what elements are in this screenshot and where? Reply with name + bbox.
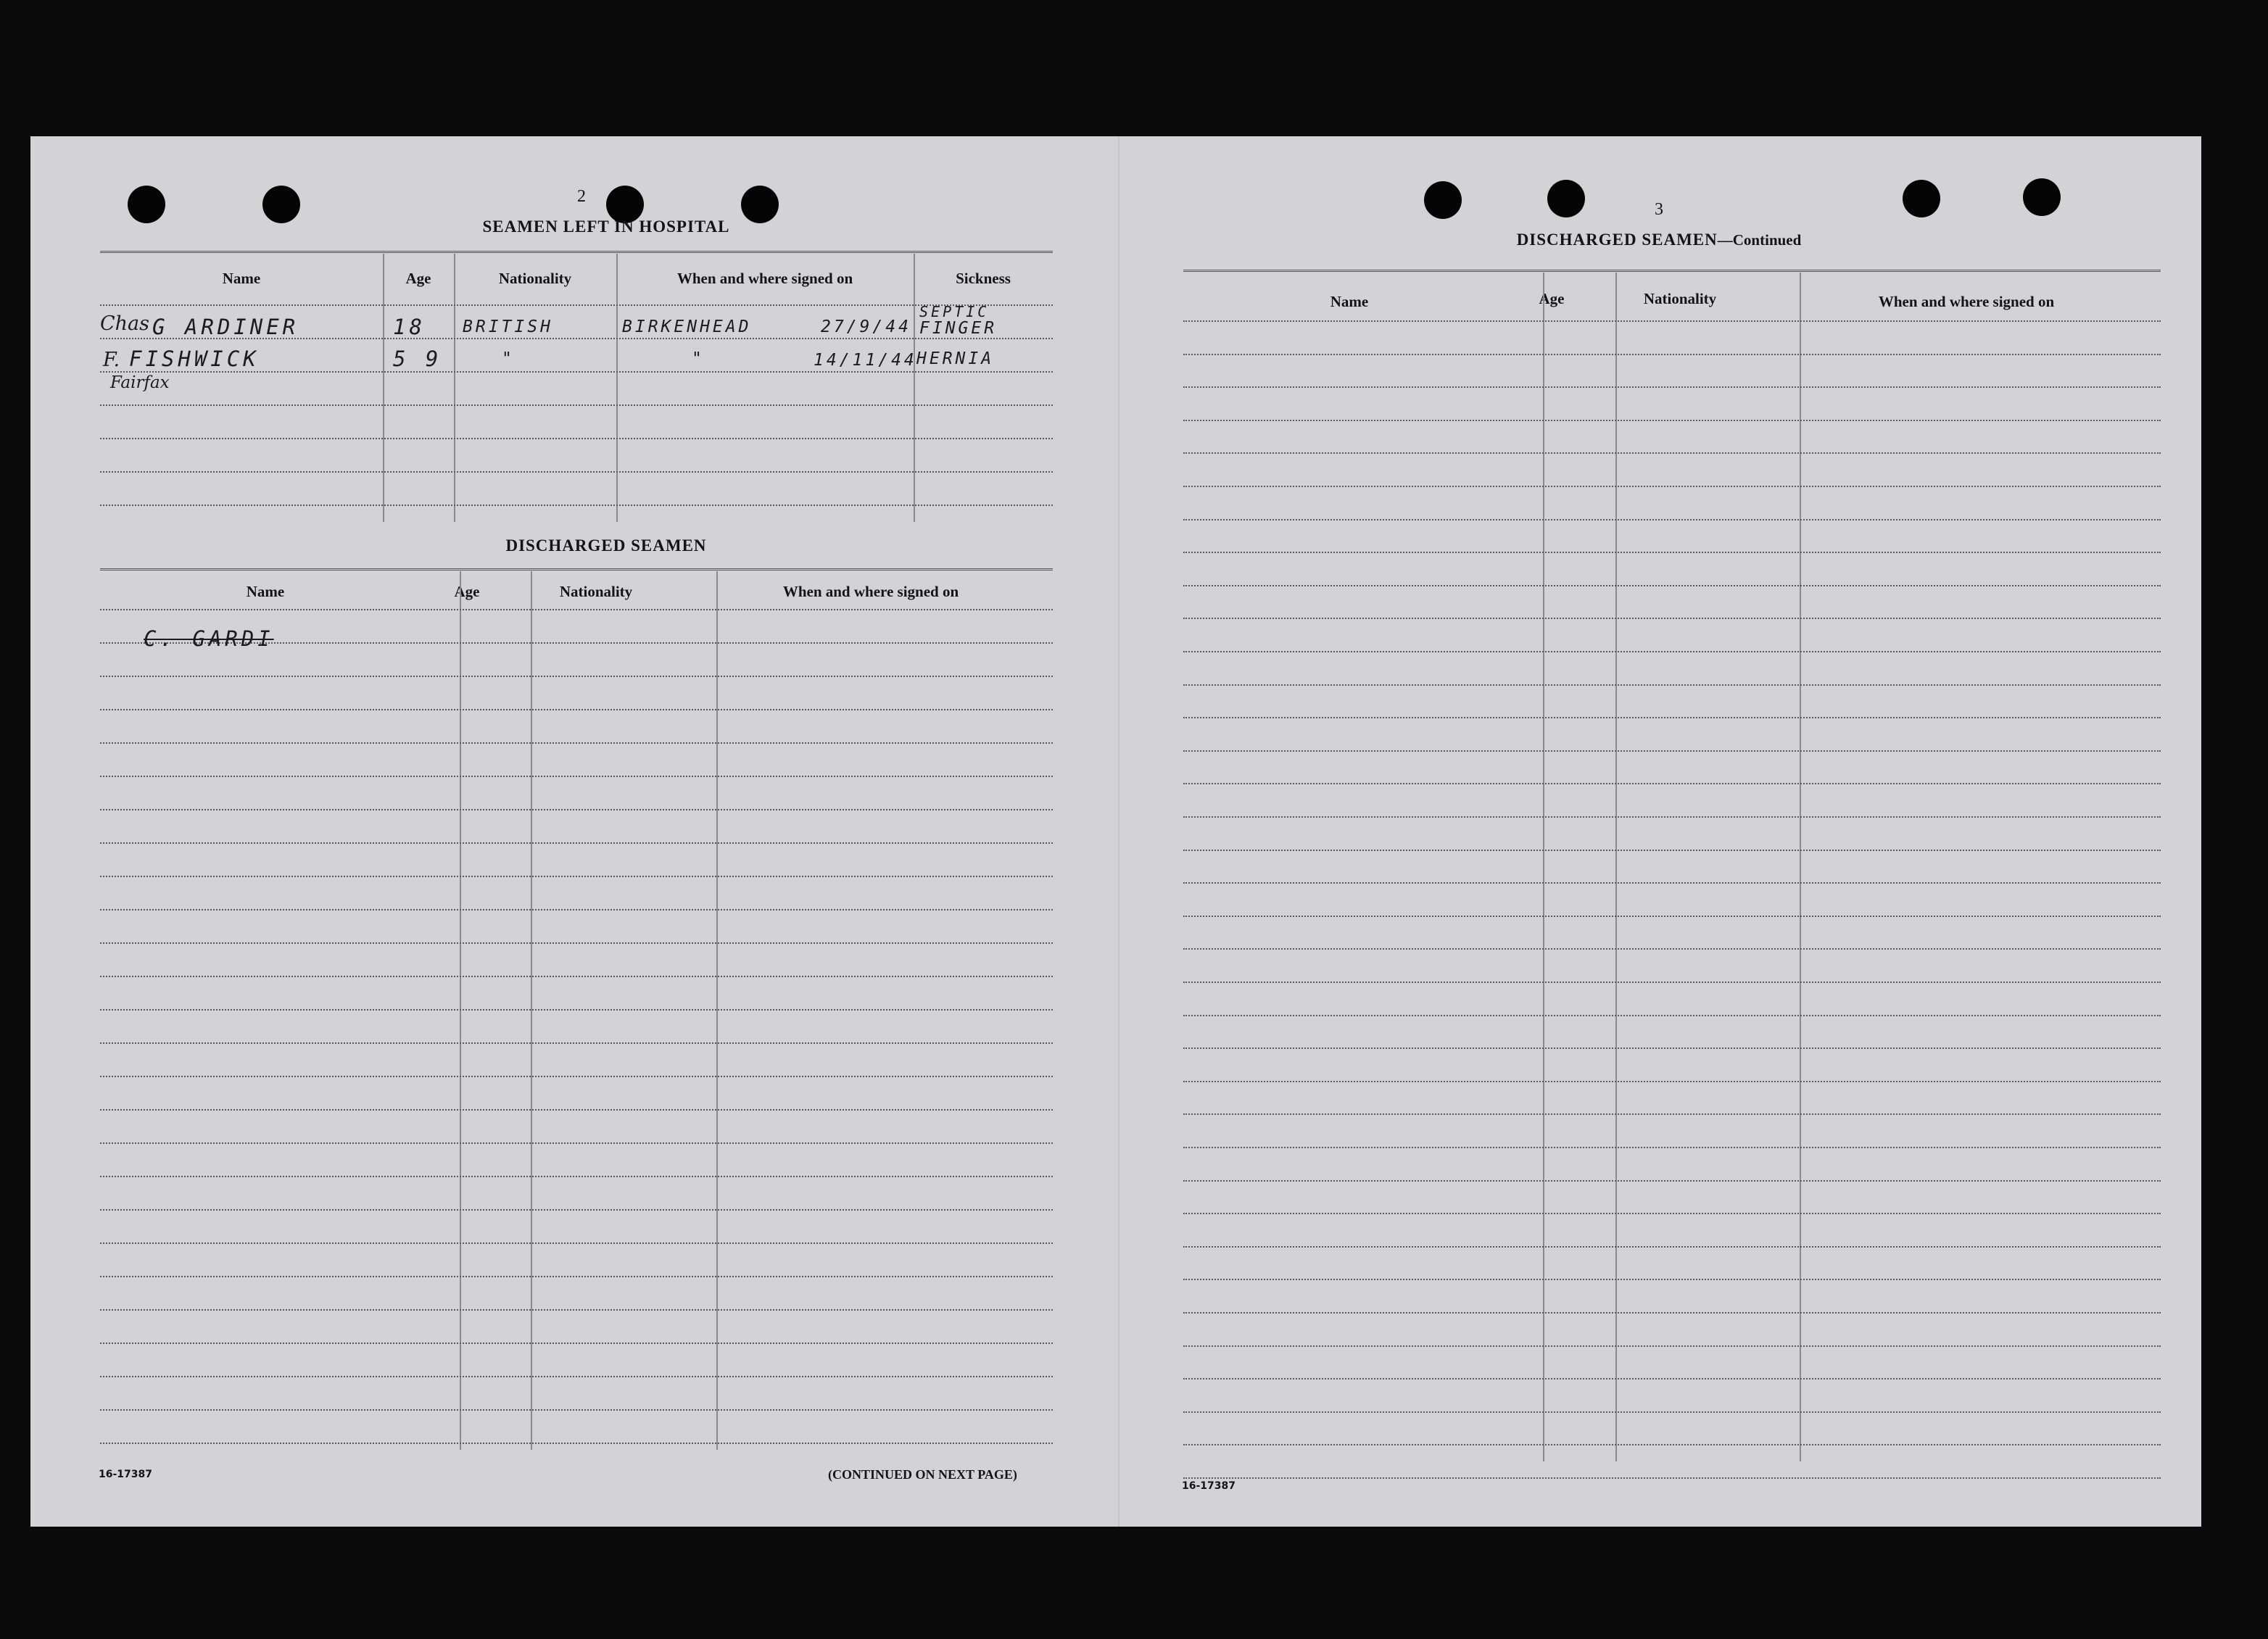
row-rule: [1183, 420, 2161, 421]
column-header-signed-on: When and where signed on: [676, 270, 853, 287]
column-header-nationality: Nationality: [559, 583, 633, 600]
section-title-suffix: —Continued: [1717, 231, 1802, 249]
row-rule: [100, 1376, 1053, 1377]
row-rule: [1183, 948, 2161, 950]
row-rule: [100, 471, 1053, 473]
row-rule: [1183, 452, 2161, 454]
row-rule: [100, 1209, 1053, 1211]
punch-hole: [1903, 180, 1940, 217]
row-rule: [100, 609, 1053, 610]
row-rule: [100, 1176, 1053, 1177]
hospital-table: [100, 251, 1053, 529]
row-rule: [1183, 354, 2161, 355]
row-rule: [1183, 982, 2161, 983]
row-rule: [1183, 882, 2161, 884]
row-rule: [1183, 1345, 2161, 1347]
row-rule: [1183, 1411, 2161, 1413]
row-rule: [1183, 1015, 2161, 1016]
row-rule: [1183, 1477, 2161, 1479]
row-rule: [100, 1042, 1053, 1044]
column-header-nationality: Nationality: [1643, 290, 1717, 307]
column-header-name: Name: [1330, 293, 1369, 310]
entry-sickness: FINGER: [919, 319, 998, 338]
row-rule: [1183, 651, 2161, 652]
row-rule: [1183, 1180, 2161, 1182]
punch-hole: [1424, 181, 1462, 219]
continued-note: (CONTINUED ON NEXT PAGE): [828, 1467, 1017, 1482]
entry-age: 5 9: [393, 347, 442, 371]
hospital-row-rules: [100, 251, 1053, 529]
row-rule: [1183, 684, 2161, 686]
row-rule: [100, 1109, 1053, 1111]
row-rule: [100, 1142, 1053, 1144]
punch-hole: [262, 186, 300, 223]
entry-nationality: ": [502, 349, 515, 368]
row-rule: [1183, 1213, 2161, 1214]
row-rule: [100, 1076, 1053, 1077]
entry-name: FISHWICK: [129, 347, 260, 371]
row-rule: [1183, 1113, 2161, 1115]
discharged-table: [100, 568, 1053, 1457]
row-rule: [1183, 552, 2161, 553]
column-header-nationality: Nationality: [498, 270, 572, 287]
row-rule: [1183, 1047, 2161, 1049]
column-header-name: Name: [246, 583, 285, 600]
row-rule: [100, 709, 1053, 710]
punch-hole: [128, 186, 165, 223]
row-rule: [100, 809, 1053, 810]
row-rule: [1183, 1147, 2161, 1148]
hospital-section-title: SEAMEN LEFT IN HOSPITAL: [482, 217, 730, 236]
column-header-signed-on: When and where signed on: [782, 583, 959, 600]
row-rule: [100, 842, 1053, 844]
row-rule: [1183, 750, 2161, 752]
row-rule: [100, 976, 1053, 977]
row-rule: [1183, 320, 2161, 322]
row-rule: [1183, 386, 2161, 388]
row-rule: [100, 1009, 1053, 1011]
entry-name: G ARDINER: [152, 315, 299, 339]
row-rule: [1183, 816, 2161, 818]
row-rule: [1183, 519, 2161, 520]
row-rule: [100, 942, 1053, 944]
discharged-row-rules: [100, 568, 1053, 1457]
punch-hole: [2023, 178, 2061, 216]
row-rule: [100, 1409, 1053, 1411]
row-rule: [1183, 1246, 2161, 1248]
row-rule: [1183, 717, 2161, 718]
row-rule: [100, 1309, 1053, 1311]
row-rule: [100, 776, 1053, 777]
row-rule: [1183, 850, 2161, 851]
row-rule: [1183, 1378, 2161, 1379]
entry-signed-place: BIRKENHEAD: [622, 318, 752, 336]
page-fold: [1118, 136, 1119, 1527]
entry-name-note: Fairfax: [110, 373, 170, 392]
row-rule: [100, 1443, 1053, 1444]
row-rule: [100, 742, 1053, 744]
row-rule: [100, 1343, 1053, 1344]
row-rule: [1183, 1081, 2161, 1082]
entry-name-initial: Chas: [100, 312, 150, 335]
row-rule: [100, 371, 1053, 373]
column-header-name: Name: [222, 270, 261, 287]
ledger-sheet: [30, 136, 2201, 1527]
struck-out-name: C. GARDI: [144, 626, 274, 651]
entry-signed-date: 14/11/44: [814, 351, 917, 370]
column-header-age: Age: [405, 270, 431, 287]
row-rule: [1183, 1279, 2161, 1280]
punch-hole: [1547, 180, 1585, 217]
row-rule: [100, 505, 1053, 506]
form-number: 16-17387: [99, 1469, 152, 1480]
row-rule: [100, 438, 1053, 439]
row-rule: [1183, 1312, 2161, 1314]
discharged-section-title: DISCHARGED SEAMEN: [505, 536, 707, 555]
row-rule: [1183, 916, 2161, 917]
row-rule: [100, 876, 1053, 877]
row-rule: [100, 1276, 1053, 1277]
form-number: 16-17387: [1182, 1480, 1236, 1492]
row-rule: [100, 304, 1053, 306]
entry-signed-date: 27/9/44: [821, 318, 911, 336]
entry-nationality: BRITISH: [463, 318, 553, 336]
page-number: 2: [577, 187, 586, 206]
row-rule: [1183, 783, 2161, 784]
row-rule: [1183, 486, 2161, 487]
section-title-text: DISCHARGED SEAMEN: [1516, 231, 1718, 249]
column-header-sickness: Sickness: [956, 270, 1011, 287]
page-number: 3: [1655, 200, 1663, 219]
row-rule: [100, 1242, 1053, 1244]
continued-row-rules: [1183, 270, 2161, 1467]
row-rule: [1183, 1444, 2161, 1445]
discharged-continued-title: [1441, 231, 1876, 249]
entry-sickness: SEPTIC: [919, 303, 990, 320]
row-rule: [100, 676, 1053, 677]
row-rule: [100, 404, 1053, 406]
column-header-age: Age: [1539, 290, 1565, 307]
row-rule: [1183, 585, 2161, 586]
row-rule: [100, 909, 1053, 910]
entry-sickness: HERNIA: [916, 349, 995, 368]
entry-signed-place: ": [692, 349, 705, 368]
entry-age: 18: [393, 315, 426, 339]
discharged-continued-table: [1183, 270, 2161, 1467]
row-rule: [1183, 618, 2161, 619]
column-header-signed-on: When and where signed on: [1878, 293, 2055, 310]
column-header-age: Age: [454, 583, 480, 600]
entry-name-initial: F.: [103, 349, 120, 371]
